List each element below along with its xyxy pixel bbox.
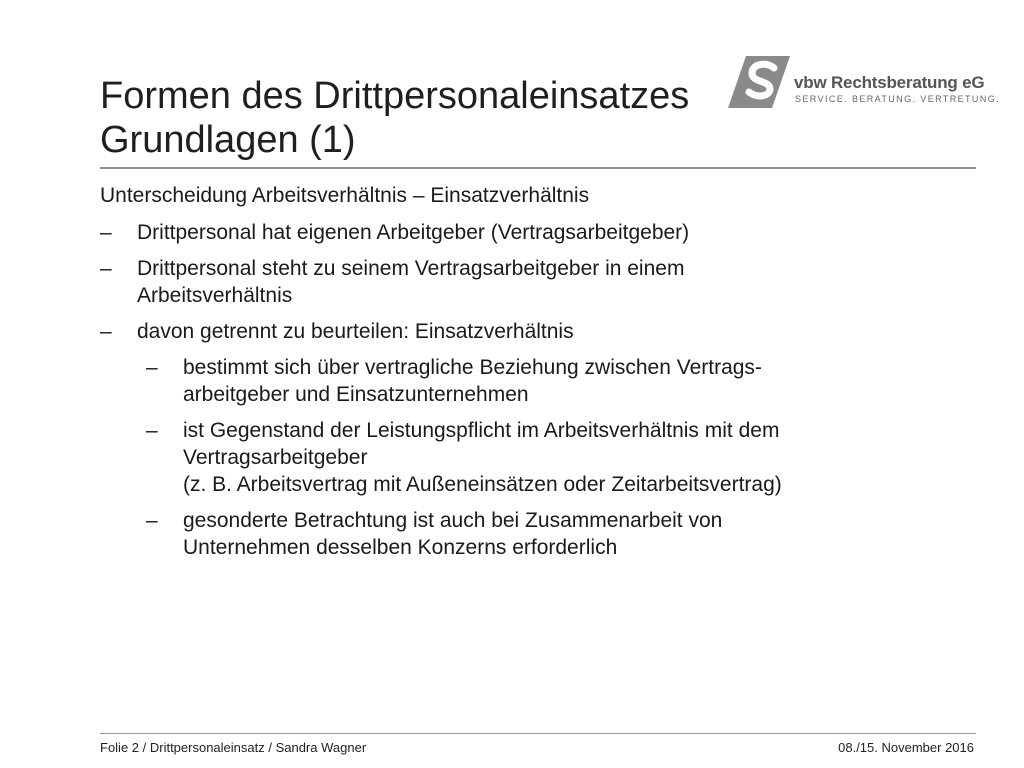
sub-bullet-text: Unternehmen desselben Konzerns erforderlich bbox=[183, 536, 618, 559]
vbw-logo-mark-icon bbox=[728, 56, 790, 108]
bullet-text: Drittpersonal steht zu seinem Vertragsarbeitgeber in einem bbox=[137, 257, 685, 280]
sub-bullet-text: gesonderte Betrachtung ist auch bei Zusammenarbeit von bbox=[183, 509, 723, 532]
bullet-item bbox=[100, 219, 980, 246]
sub-bullet-item bbox=[100, 354, 980, 408]
dash-bullet-icon: – bbox=[100, 320, 112, 343]
dash-bullet-icon: – bbox=[146, 356, 158, 379]
bullet-item bbox=[100, 318, 980, 345]
sub-bullet-item bbox=[100, 417, 980, 498]
content-heading: Unterscheidung Arbeitsverhältnis – Einsatzverhältnis bbox=[100, 184, 590, 207]
footer-slide-info: Folie 2 / Drittpersonaleinsatz / Sandra Wagner bbox=[100, 740, 367, 755]
sub-bullet-text: ist Gegenstand der Leistungspflicht im Arbeitsverhältnis mit dem bbox=[183, 419, 780, 442]
footer-divider bbox=[100, 733, 976, 734]
sub-bullet-text: bestimmt sich über vertragliche Beziehung zwischen Vertrags- bbox=[183, 356, 762, 379]
bullet-item bbox=[100, 255, 980, 309]
sub-bullet-text: arbeitgeber und Einsatzunternehmen bbox=[183, 383, 529, 406]
dash-bullet-icon: – bbox=[146, 419, 158, 442]
header-divider bbox=[100, 167, 976, 169]
sub-bullet-text: (z. B. Arbeitsvertrag mit Außeneinsätzen oder Zeitarbeitsvertrag) bbox=[183, 473, 782, 496]
slide-title-line-2: Grundlagen (1) bbox=[100, 119, 356, 161]
bullet-text: Drittpersonal hat eigenen Arbeitgeber (Vertragsarbeitgeber) bbox=[137, 221, 690, 244]
company-logo bbox=[728, 56, 1001, 108]
bullet-text: Arbeitsverhältnis bbox=[137, 284, 293, 307]
dash-bullet-icon: – bbox=[100, 257, 112, 280]
slide-title bbox=[100, 74, 740, 162]
sub-bullet-item bbox=[100, 507, 980, 561]
slide-content bbox=[100, 182, 980, 570]
logo-tagline: SERVICE. BERATUNG. VERTRETUNG. bbox=[795, 94, 1001, 104]
sub-bullet-text: Vertragsarbeitgeber bbox=[183, 446, 368, 469]
slide-title-line-1: Formen des Drittpersonaleinsatzes bbox=[100, 75, 690, 117]
footer-date: 08./15. November 2016 bbox=[838, 740, 974, 755]
logo-company-name: vbw Rechtsberatung eG bbox=[794, 73, 985, 92]
bullet-text: davon getrennt zu beurteilen: Einsatzverhältnis bbox=[137, 320, 574, 343]
dash-bullet-icon: – bbox=[100, 221, 112, 244]
dash-bullet-icon: – bbox=[146, 509, 158, 532]
